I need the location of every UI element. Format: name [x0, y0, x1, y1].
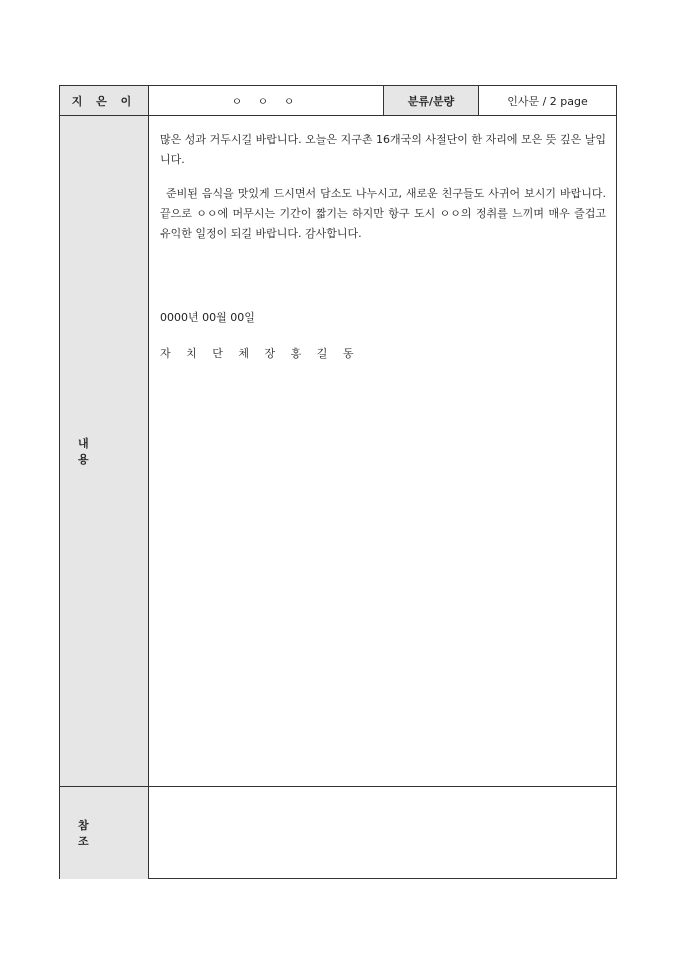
- category-label: 분류/분량: [384, 86, 479, 115]
- author-label: 지 은 이: [60, 86, 149, 115]
- content-row: [60, 116, 616, 787]
- content-body: [149, 116, 616, 786]
- content-signature: 자 치 단 체 장 홍 길 동: [160, 347, 360, 360]
- header-row: [60, 86, 616, 116]
- content-paragraph-2: 준비된 음식을 맛있게 드시면서 담소도 나누시고, 새로운 친구들도 사귀어 보시기 바랍니다. 끝으로 ㅇㅇ에 머무시는 기간이 짧기는 하지만 항구 도시 ㅇㅇ의 정취를 느끼며 매우 즐겁고 유익한 일정이 되길 바랍니다. 감사합니다.: [160, 187, 606, 240]
- reference-row: [60, 787, 616, 879]
- content-paragraph-1: 많은 성과 거두시길 바랍니다. 오늘은 지구촌 16개국의 사절단이 한 자리에 모은 뜻 깊은 날입니다.: [160, 133, 606, 166]
- document-form-table: [59, 85, 617, 879]
- paragraph-spacer: [160, 170, 606, 184]
- author-value: ㅇ ㅇ ㅇ: [149, 86, 384, 115]
- content-label: 내 용: [60, 116, 149, 786]
- reference-value: [149, 787, 616, 879]
- category-value: 인사문 / 2 page: [507, 94, 588, 108]
- reference-label: 참 조: [60, 787, 149, 879]
- content-date: 0000년 00월 00일: [160, 311, 255, 324]
